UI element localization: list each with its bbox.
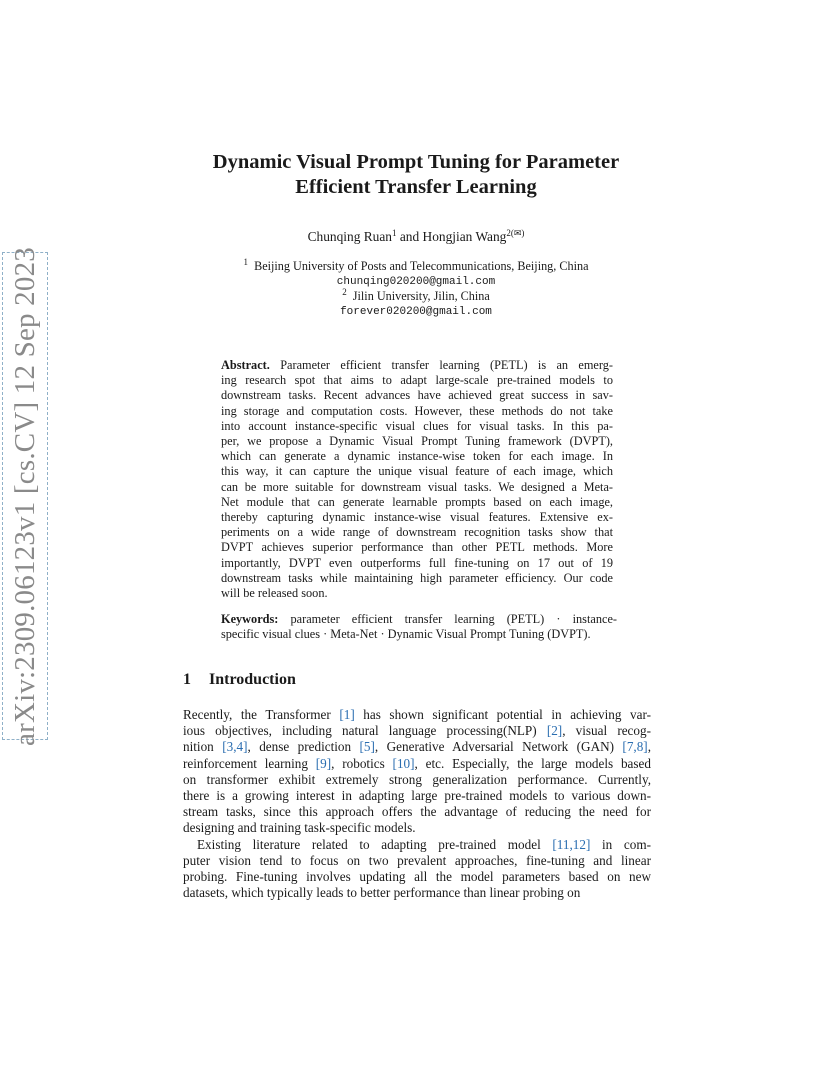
affiliation-2-mark: 2 xyxy=(342,287,347,297)
abstract-line: Net module that can generate learnable prompts based on each image, xyxy=(221,494,613,509)
affiliation-2-text: Jilin University, Jilin, China xyxy=(352,289,490,303)
affiliation-1-text: Beijing University of Posts and Telecommunications, Beijing, China xyxy=(254,259,589,273)
body-line: designing and training task-specific models. xyxy=(183,820,416,836)
abstract-label: Abstract. xyxy=(221,358,270,372)
keywords-line: specific visual clues · Meta-Net · Dynamic Visual Prompt Tuning (DVPT). xyxy=(221,627,591,642)
affiliation-1 xyxy=(150,259,682,274)
citation-link[interactable]: [3,4] xyxy=(222,739,248,755)
citation-link[interactable]: [9] xyxy=(315,755,332,771)
author-2: Hongjian Wang xyxy=(422,229,507,244)
body-line: ious objectives, including natural language processing(NLP) [2], visual recog- xyxy=(183,723,651,739)
arxiv-id-stamp[interactable] xyxy=(2,246,48,746)
keywords xyxy=(221,612,617,642)
abstract-line: will be released soon. xyxy=(221,586,328,601)
affiliation-2-email[interactable]: forever020200@gmail.com xyxy=(340,306,492,318)
section-number: 1 xyxy=(183,671,191,688)
abstract-line: thereby capturing dynamic instance-wise visual features. Extensive ex- xyxy=(221,510,613,525)
body-line: nition [3,4], dense prediction [5], Generative Adversarial Network (GAN) [7,8], xyxy=(183,739,651,755)
abstract-line: downstream tasks. Recent advances have achieved great success in sav- xyxy=(221,388,613,403)
author-list xyxy=(150,229,682,245)
body-line: Recently, the Transformer [1] has shown significant potential in achieving var- xyxy=(183,707,652,722)
author-1-affil-mark: 1 xyxy=(392,228,397,238)
body-line: on transformer exhibit extremely strong generalization performance. Currently, xyxy=(183,771,651,787)
section-title: Introduction xyxy=(209,671,296,688)
abstract-line: per, we propose a Dynamic Visual Prompt Tuning framework (DVPT), xyxy=(221,434,613,449)
abstract-line: downstream tasks while maintaining high parameter efficiency. Our code xyxy=(221,570,613,585)
body-line: Existing literature related to adapting pre-trained model [11,12] in com- xyxy=(197,836,651,852)
body-line: probing. Fine-tuning involves updating all the model parameters based on new xyxy=(183,869,651,885)
body-line: puter vision tend to focus on two prevalent approaches, fine-tuning and linear xyxy=(183,852,651,868)
affiliation-1-email[interactable]: chunqing020200@gmail.com xyxy=(336,276,496,288)
citation-link[interactable]: [7,8] xyxy=(622,739,648,755)
section-heading xyxy=(183,671,296,689)
title-line-2: Efficient Transfer Learning xyxy=(295,176,537,198)
paper-title xyxy=(150,150,682,200)
citation-link[interactable]: [10] xyxy=(392,755,415,771)
citation-link[interactable]: [1] xyxy=(339,707,355,722)
body-line: datasets, which typically leads to better performance than linear probing on xyxy=(183,885,581,901)
affiliation-2 xyxy=(150,289,682,304)
citation-link[interactable]: [2] xyxy=(546,723,563,739)
arxiv-id-text: arXiv:2309.06123v1 [cs.CV] 12 Sep 2023 xyxy=(8,246,41,746)
body-line: reinforcement learning [9], robotics [10], etc. Especially, the large models based xyxy=(183,755,651,771)
keywords-label: Keywords: xyxy=(221,612,279,626)
abstract-line: ing storage and computation costs. However, these methods do not take xyxy=(221,403,613,418)
abstract-line: DVPT achieves superior performance than other PETL methods. More xyxy=(221,540,613,555)
body-line: there is a growing interest in adapting large pre-trained models to various down- xyxy=(183,788,651,804)
abstract-line: can be more suitable for downstream visual tasks. We designed a Meta- xyxy=(221,479,613,494)
author-conjunction: and xyxy=(396,229,423,244)
abstract-line: this way, it can capture the unique visual feature of each image, which xyxy=(221,464,613,479)
citation-link[interactable]: [11,12] xyxy=(552,836,591,852)
author-2-affil-mark: 2(✉) xyxy=(506,228,525,238)
citation-link[interactable]: [5] xyxy=(359,739,375,755)
abstract-line: Abstract. Parameter efficient transfer learning (PETL) is an emerg- xyxy=(221,358,613,372)
abstract xyxy=(221,358,613,601)
body-line: stream tasks, since this approach offers the advantage of reducing the need for xyxy=(183,804,651,820)
affiliation-1-mark: 1 xyxy=(243,257,248,267)
abstract-line: into account instance-specific visual clues for visual tasks. In this pa- xyxy=(221,418,613,433)
abstract-line: ing research spot that aims to adapt large-scale pre-trained models to xyxy=(221,373,613,388)
keywords-line: Keywords: parameter efficient transfer learning (PETL) · instance- xyxy=(221,612,617,626)
introduction-text xyxy=(183,707,651,901)
abstract-line: periments on a wide range of downstream recognition tasks show that xyxy=(221,525,613,540)
abstract-line: which can generate a dynamic instance-wise token for each image. In xyxy=(221,449,613,464)
title-line-1: Dynamic Visual Prompt Tuning for Parameter xyxy=(212,151,620,173)
author-1: Chunqing Ruan xyxy=(307,229,392,244)
abstract-line: importantly, DVPT even outperforms full fine-tuning on 17 out of 19 xyxy=(221,555,613,570)
